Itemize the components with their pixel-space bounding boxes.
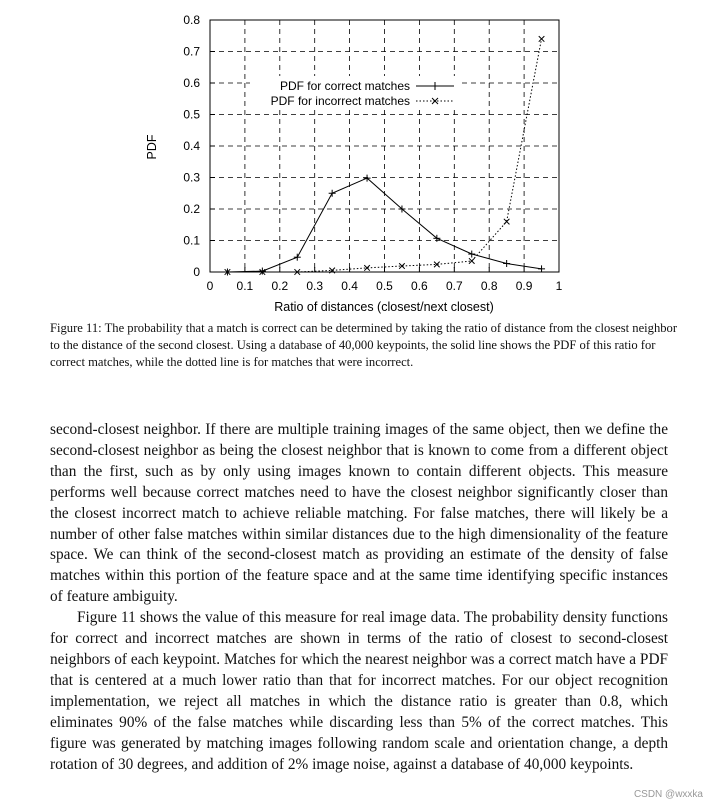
legend-label-correct: PDF for correct matches (279, 79, 410, 93)
x-tick-label: 0 (206, 279, 214, 293)
point-correct (468, 251, 475, 258)
paragraph-1: second-closest neighbor. If there are multiple training images of the same object, then we define the second-closest neighbor as being the closest neighbor that is known to come from a different object than the first, such as by only using images known to contain different objects. This measure performs well because correct matches need to have the closest neighbor significantly closer than the closest incorrect match to achieve reliable matching. For false matches, there will likely be a number of other false matches within similar distances due to the high dimensionality of the feature space. We can think of the second-closest match as providing an estimate of the density of false matches within this portion of the feature space and at the same time identifying specific instances of feature ambiguity. (50, 421, 668, 606)
body-text (50, 420, 668, 775)
y-axis-label: PDF (145, 134, 159, 160)
y-tick-label: 0.4 (183, 139, 200, 153)
point-correct (329, 190, 336, 197)
legend-label-incorrect: PDF for incorrect matches (270, 94, 410, 108)
y-tick-label: 0.7 (183, 44, 200, 59)
x-tick-label: 0.4 (341, 279, 358, 293)
figure-caption: Figure 11: The probability that a match is correct can be determined by taking the ratio of distance from the closest neighbor to the distance of the second closest. Using a database of 40,000 keypoints, the solid line shows the PDF of this ratio for correct matches, while the dotted line is for matches that were incorrect. (50, 321, 678, 369)
x-tick-label: 0.1 (236, 279, 254, 293)
y-tick-label: 0.8 (183, 13, 200, 27)
y-tick-label: 0.1 (183, 233, 200, 248)
pdf-chart (0, 0, 717, 320)
x-axis-label: Ratio of distances (closest/next closest) (274, 300, 494, 314)
y-tick-label: 0.6 (183, 76, 200, 90)
x-tick-label: 0.2 (271, 279, 289, 293)
figure-11 (0, 0, 717, 320)
x-tick-label: 0.7 (445, 279, 463, 293)
point-incorrect (539, 36, 545, 42)
x-tick-label: 0.9 (515, 279, 533, 293)
y-tick-label: 0.2 (183, 202, 200, 216)
y-tick-label: 0.3 (183, 170, 200, 185)
point-correct (538, 265, 545, 272)
x-tick-label: 0.5 (376, 279, 393, 293)
x-tick-label: 0.8 (480, 279, 498, 293)
point-incorrect (504, 219, 510, 225)
x-tick-label: 0.3 (306, 279, 324, 293)
point-correct (503, 260, 510, 267)
x-tick-label: 1 (555, 279, 563, 293)
watermark: CSDN @wxxka (633, 789, 703, 800)
paragraph-2: Figure 11 shows the value of this measure for real image data. The probability density functions for correct and incorrect matches are shown in terms of the ratio of closest to second-closest neighbors of each keypoint. Matches for which the nearest neighbor was a correct match have a PDF that is centered at a much lower ratio than that for incorrect matches. For our object recognition implementation, we reject all matches in which the distance ratio is greater than 0.8, which eliminates 90% of the false matches while discarding less than 5% of the correct matches. This figure was generated by matching images following random scale and orientation change, a depth rotation of 30 degrees, and addition of 2% image noise, against a database of 40,000 keypoints. (50, 609, 668, 773)
axis-ticks (183, 13, 562, 293)
chart-legend (250, 76, 460, 110)
point-correct (259, 268, 266, 275)
point-correct (294, 254, 301, 261)
y-tick-label: 0.5 (183, 107, 200, 122)
y-tick-label: 0 (193, 265, 200, 279)
chart-grid (210, 20, 559, 272)
x-tick-label: 0.6 (411, 279, 428, 293)
